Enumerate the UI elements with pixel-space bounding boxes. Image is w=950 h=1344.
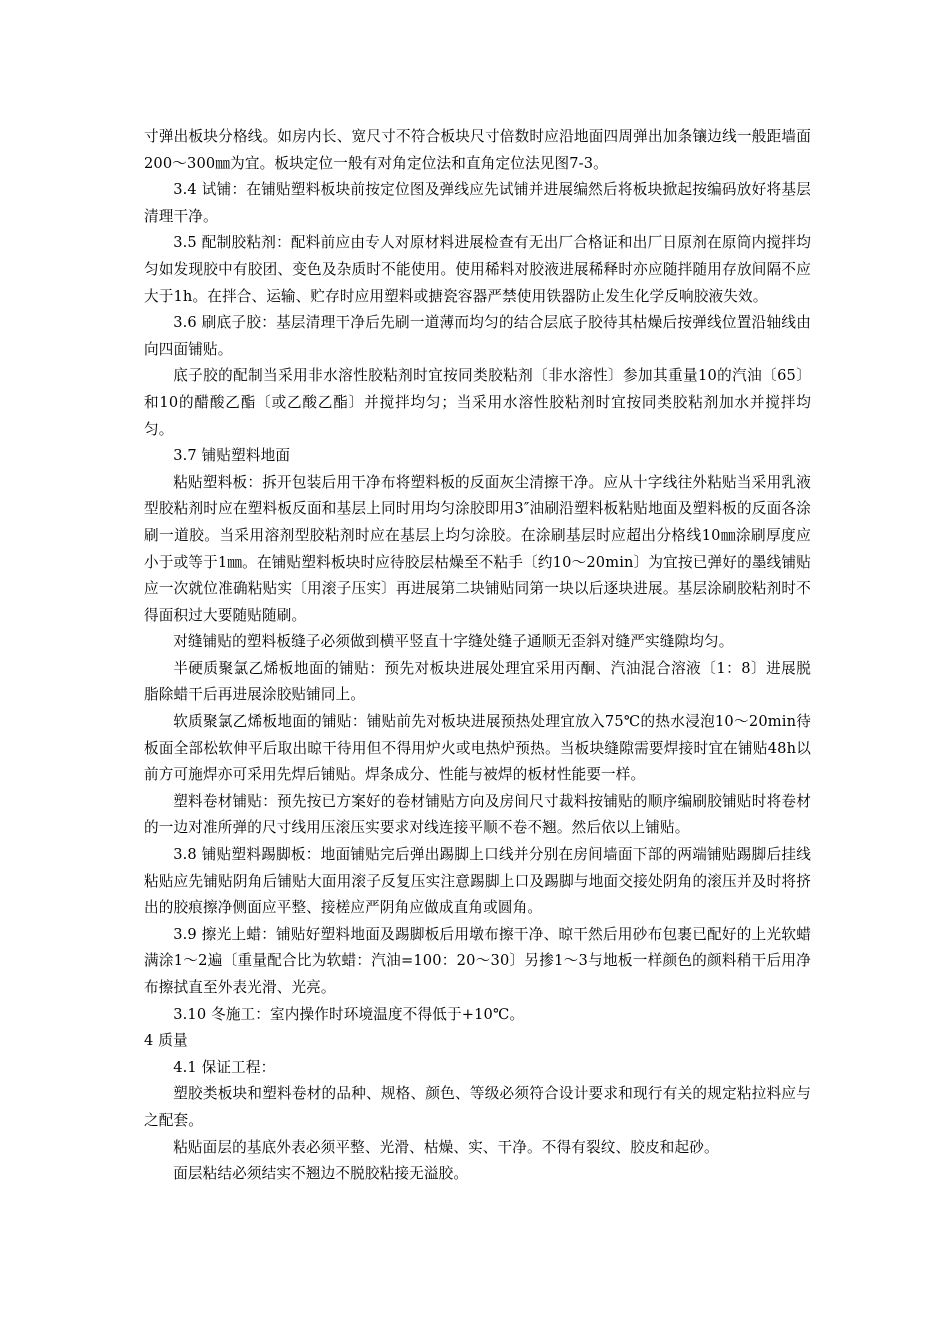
paragraph-material-requirements: 塑胶类板块和塑料卷材的品种、规格、颜色、等级必须符合设计要求和现行有关的规定粘拉料应与之配套。	[144, 1085, 811, 1129]
paragraph-base-surface: 粘贴面层的基底外表必须平整、光滑、枯燥、实、干净。不得有裂纹、胶皮和起砂。	[173, 1138, 719, 1156]
paragraph-3-9-waxing: 3.9 擦光上蜡：铺贴好塑料地面及踢脚板后用墩布擦干净、晾干然后用砂布包裹已配好的上光软蜡满涂1～2遍〔重量配合比为软蜡：汽油=100：20～30〕另掺1～3与地板一样颜色的颜料稍干后用净布擦拭直至外表光滑、光亮。	[144, 925, 811, 996]
paragraph-3-3-continuation: 寸弹出板块分格线。如房内长、宽尺寸不符合板块尺寸倍数时应沿地面四周弹出加条镶边线一般距墙面200～300㎜为宜。板块定位一般有对角定位法和直角定位法见图7-3。	[144, 128, 811, 172]
paragraph-bonding: 面层粘结必须结实不翘边不脱胶粘接无溢胶。	[173, 1165, 469, 1183]
paragraph-soft-pvc: 软质聚氯乙烯板地面的铺贴：铺贴前先对板块进展预热处理宜放入75℃的热水浸泡10～20min待板面全部松软伸平后取出晾干待用但不得用炉火或电热炉预热。当板块缝隙需要焊接时宜在铺贴48h以前方可施焊亦可采用先焊后铺贴。焊条成分、性能与被焊的板材性能要一样。	[144, 713, 811, 784]
paragraph-3-7-heading: 3.7 铺贴塑料地面	[173, 447, 291, 465]
paragraph-plastic-board-laying: 粘贴塑料板：拆开包装后用干净布将塑料板的反面灰尘清擦干净。应从十字线往外粘贴当采用乳液型胶粘剂时应在塑料板反面和基层上同时用均匀涂胶即用3″油刷沿塑料板粘贴地面及塑料板的反面各涂刷一道胶。当采用溶剂型胶粘剂时应在基层上均匀涂胶。在涂刷基层时应超出分格线10㎜涂刷厚度应小于或等于1㎜。在铺贴塑料板块时应待胶层枯燥至不粘手〔约10～20min〕为宜按已弹好的墨线铺贴应一次就位准确粘贴实〔用滚子压实〕再进展第二块铺贴同第一块以后逐块进展。基层涂刷胶粘剂时不得面积过大要随贴随刷。	[144, 473, 811, 624]
paragraph-3-8-skirting: 3.8 铺贴塑料踢脚板：地面铺贴完后弹出踢脚上口线并分别在房间墙面下部的两端铺贴踢脚后挂线粘贴应先铺贴阴角后铺贴大面用滚子反复压实注意踢脚上口及踢脚与地面交接处阴角的滚压并及时将挤出的胶痕擦净侧面应平整、接槎应严阴角应做成直角或圆角。	[144, 846, 811, 917]
paragraph-3-6-primer: 3.6 刷底子胶：基层清理干净后先刷一道薄而均匀的结合层底子胶待其枯燥后按弹线位置沿轴线由向四面铺贴。	[144, 314, 811, 358]
paragraph-3-4-trial-laying: 3.4 试铺：在铺贴塑料板块前按定位图及弹线应先试铺并进展编然后将板块掀起按编码放好将基层清理干净。	[144, 181, 811, 225]
document-body	[144, 124, 811, 1188]
paragraph-roll-laying: 塑料卷材铺贴：预先按已方案好的卷材铺贴方向及房间尺寸裁料按铺贴的顺序编刷胶铺贴时将卷材的一边对准所弹的尺寸线用压滚压实要求对线连接平顺不卷不翘。然后依以上铺贴。	[144, 792, 811, 837]
section-4-heading: 4 质量	[144, 1032, 188, 1050]
paragraph-semi-rigid-pvc: 半硬质聚氯乙烯板地面的铺贴：预先对板块进展处理宜采用丙酮、汽油混合溶液〔1：8〕进展脱脂除蜡干后再进展涂胶贴铺同上。	[144, 659, 811, 704]
paragraph-3-5-adhesive-prep: 3.5 配制胶粘剂：配料前应由专人对原材料进展检查有无出厂合格证和出厂日原剂在原筒内搅拌均匀如发现胶中有胶团、变色及杂质时不能使用。使用稀料对胶液进展稀释时亦应随拌随用存放间隔不应大于1h。在拌合、运输、贮存时应用塑料或搪瓷容器严禁使用铁器防止发生化学反响胶液失效。	[144, 234, 811, 305]
paragraph-4-1-heading: 4.1 保证工程：	[173, 1058, 276, 1076]
paragraph-seam-laying: 对缝铺贴的塑料板缝子必须做到横平竖直十字缝处缝子通顺无歪斜对缝严实缝隙均匀。	[173, 633, 734, 651]
paragraph-primer-mix: 底子胶的配制当采用非水溶性胶粘剂时宜按同类胶粘剂〔非水溶性〕参加其重量10的汽油〔65〕和10的醋酸乙酯〔或乙酸乙酯〕并搅拌均匀；当采用水溶性胶粘剂时宜按同类胶粘剂加水并搅拌均匀。	[144, 367, 811, 438]
paragraph-3-10-winter: 3.10 冬施工：室内操作时环境温度不得低于+10℃。	[173, 1005, 525, 1023]
